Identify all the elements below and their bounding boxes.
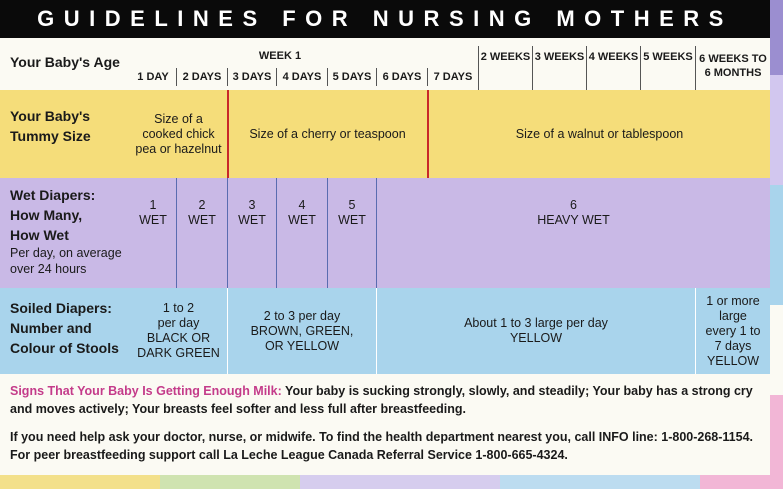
- wet-divider-1: [176, 178, 177, 288]
- help-note: [10, 428, 765, 464]
- soiled-late-line-2: YELLOW: [509, 331, 563, 345]
- tummy-label: [0, 106, 130, 150]
- hdr-sep-7: [478, 46, 479, 90]
- wet-day-3: [228, 198, 276, 232]
- six-weeks-header: [696, 49, 770, 83]
- week-2-header: 2 WEEKS: [480, 51, 531, 63]
- bottom-strip-green: [160, 475, 300, 489]
- day-1-header: 1 DAY: [137, 71, 169, 83]
- wet-divider-2: [227, 178, 228, 288]
- soiled-divider-1: [227, 288, 228, 374]
- wet-day-5: [328, 198, 376, 232]
- wet-day-4-count: 4: [298, 198, 306, 212]
- wet-divider-5: [376, 178, 377, 288]
- hdr-sep-5: [376, 68, 377, 86]
- day-2-header: 2 DAYS: [182, 71, 222, 83]
- hdr-sep-10: [640, 46, 641, 90]
- tummy-label-line-2: Tummy Size: [10, 128, 91, 144]
- wet-label-line-3: How Wet: [10, 227, 69, 243]
- tummy-divider-2: [427, 90, 429, 178]
- hdr-sep-6: [427, 68, 428, 86]
- hdr-sep-9: [586, 46, 587, 90]
- edge-strip-purple: [770, 0, 783, 75]
- soiled-divider-3: [695, 288, 696, 374]
- page-title: GUIDELINES FOR NURSING MOTHERS: [0, 0, 770, 38]
- hdr-sep-8: [532, 46, 533, 90]
- hdr-sep-3: [276, 68, 277, 86]
- tummy-chick: [130, 90, 227, 178]
- wet-heavy: [377, 198, 770, 232]
- soiled-mid-line-1: 2 to 3 per day: [263, 308, 341, 323]
- soiled-last-line-2: large: [719, 308, 747, 323]
- six-weeks-line-2: 6 MONTHS: [704, 67, 762, 79]
- bottom-strip-blue: [500, 475, 700, 489]
- soiled-mid-line-2: BROWN, GREEN,: [250, 323, 354, 338]
- week-4-header: 4 WEEKS: [588, 51, 639, 63]
- edge-strip-blue: [770, 185, 783, 305]
- soiled-early-line-1: 1 to 2: [162, 301, 195, 315]
- week-3-header: 3 WEEKS: [534, 51, 585, 63]
- day-5-header: 5 DAYS: [332, 71, 372, 83]
- soiled-label: [0, 298, 130, 362]
- wet-day-2-type: WET: [188, 213, 216, 227]
- hdr-sep-1: [176, 68, 177, 86]
- edge-strip-lavender: [770, 75, 783, 185]
- help-line-1: If you need help ask your doctor, nurse, or midwife. To find the health department nearest you, call INFO line: 1-800-268-1154.: [10, 430, 754, 444]
- wet-day-3-type: WET: [238, 213, 266, 227]
- hdr-sep-11: [695, 46, 696, 90]
- soiled-early-line-2: per day: [157, 316, 200, 330]
- soiled-label-line-2: Number and: [10, 320, 92, 336]
- signs-note: [10, 382, 765, 418]
- six-weeks-line-1: 6 WEEKS TO: [699, 53, 767, 65]
- help-line-2: For peer breastfeeding support call La Leche League Canada Referral Service 1-800-665-4324.: [10, 448, 568, 462]
- wet-day-1-type: WET: [139, 213, 167, 227]
- signs-text: Your baby is sucking strongly, slowly, and steadily; Your baby has a strong cry and moves actively; Your breasts feel softer and less full after breastfeeding.: [10, 384, 753, 416]
- bottom-strip-pink: [700, 475, 783, 489]
- soiled-early: [130, 288, 227, 374]
- hdr-sep-4: [327, 68, 328, 86]
- hdr-sep-2: [227, 68, 228, 86]
- wet-divider-3: [276, 178, 277, 288]
- wet-day-4: [277, 198, 327, 232]
- soiled-last-line-1: 1 or more: [706, 293, 760, 308]
- bottom-strip-yellow: [0, 475, 160, 489]
- wet-heavy-count: 6: [570, 198, 577, 212]
- soiled-label-line-3: Colour of Stools: [10, 340, 119, 356]
- tummy-chick-line-2: cooked chick: [142, 126, 215, 141]
- soiled-late: [377, 288, 695, 374]
- soiled-label-line-1: Soiled Diapers:: [10, 300, 112, 316]
- wet-day-5-type: WET: [338, 213, 366, 227]
- week-5-header: 5 WEEKS: [643, 51, 693, 63]
- age-label: Your Baby's Age: [10, 54, 120, 70]
- day-7-header: 7 DAYS: [433, 71, 473, 83]
- day-3-header: 3 DAYS: [232, 71, 272, 83]
- soiled-last-line-3: every 1 to: [705, 323, 761, 338]
- wet-divider-4: [327, 178, 328, 288]
- tummy-walnut: Size of a walnut or tablespoon: [515, 126, 684, 141]
- soiled-last: [696, 288, 770, 374]
- soiled-divider-2: [376, 288, 377, 374]
- tummy-label-line-1: Your Baby's: [10, 108, 91, 124]
- signs-heading: Signs That Your Baby Is Getting Enough Milk:: [10, 384, 282, 398]
- wet-day-1-count: 1: [149, 198, 157, 212]
- wet-label-line-1: Wet Diapers:: [10, 187, 96, 203]
- day-6-header: 6 DAYS: [382, 71, 422, 83]
- wet-sub-line-2: over 24 hours: [10, 262, 87, 276]
- wet-day-1: [130, 198, 176, 232]
- tummy-cherry: Size of a cherry or teaspoon: [249, 126, 406, 141]
- day-4-header: 4 DAYS: [282, 71, 322, 83]
- wet-label-line-2: How Many,: [10, 207, 83, 223]
- wet-day-4-type: WET: [288, 213, 316, 227]
- bottom-strip-purple: [300, 475, 500, 489]
- tummy-divider-1: [227, 90, 229, 178]
- soiled-late-line-1: About 1 to 3 large per day: [464, 316, 608, 330]
- week1-label: WEEK 1: [258, 50, 302, 62]
- soiled-mid-line-3: OR YELLOW: [264, 338, 340, 353]
- wet-day-2: [177, 198, 227, 232]
- wet-heavy-type: HEAVY WET: [537, 213, 610, 227]
- soiled-mid: [228, 288, 376, 374]
- tummy-chick-line-1: Size of a: [154, 111, 203, 126]
- wet-day-3-count: 3: [248, 198, 256, 212]
- soiled-early-line-4: DARK GREEN: [137, 346, 220, 360]
- wet-day-2-count: 2: [198, 198, 206, 212]
- wet-sub-line-1: Per day, on average: [10, 246, 122, 260]
- wet-day-5-count: 5: [348, 198, 356, 212]
- soiled-early-line-3: BLACK OR: [146, 331, 211, 345]
- soiled-last-line-4: 7 days: [714, 338, 752, 353]
- soiled-last-line-5: YELLOW: [706, 353, 760, 368]
- wet-label: [0, 185, 130, 281]
- tummy-chick-line-3: pea or hazelnut: [135, 141, 222, 156]
